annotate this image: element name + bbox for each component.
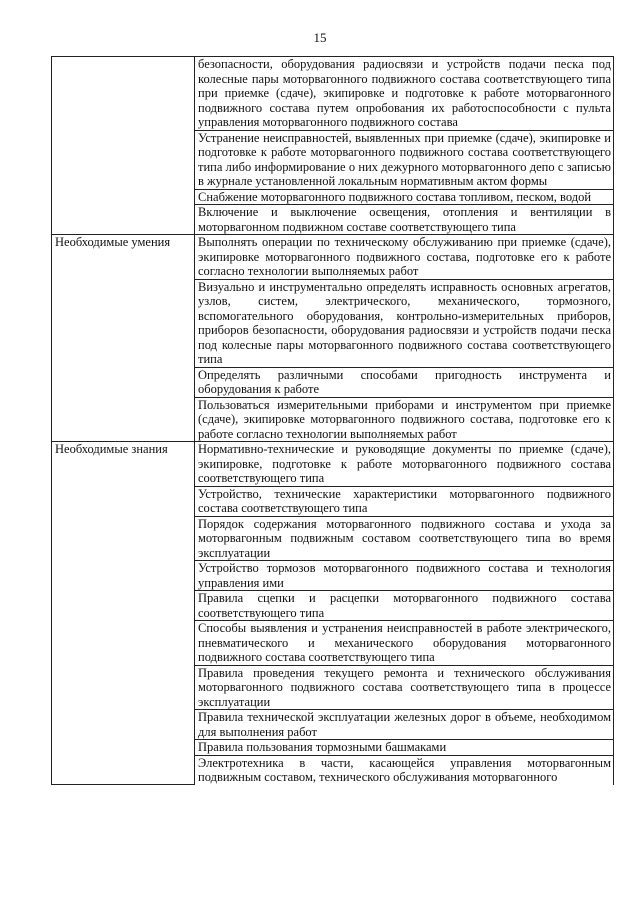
table-cell: безопасности, оборудования радиосвязи и устройств подачи песка под колесные пары моторвагонного подвижного состава соответствующего типа при приемке (сдаче), экипировке и подготовке к работе моторвагонного подвижного состава путем опробования их работоспособности с пульта управления моторвагонного подвижного состава: [195, 57, 614, 131]
table-cell: Устройство тормозов моторвагонного подвижного состава и технология управления ими: [195, 561, 614, 591]
section-label: Необходимые знания: [52, 442, 195, 785]
table-cell: Устранение неисправностей, выявленных при приемке (сдаче), экипировке и подготовке к работе моторвагонного подвижного состава соответствующего типа либо информирование о них дежурного моторвагонного депо с записью в журнале установленной локальным нормативным актом формы: [195, 130, 614, 189]
table-cell: Нормативно-технические и руководящие документы по приемке (сдаче), экипировке, подготовке к работе моторвагонного подвижного состава соответствующего типа: [195, 442, 614, 487]
table-cell: Включение и выключение освещения, отопления и вентиляции в моторвагонном подвижном составе соответствующего типа: [195, 205, 614, 235]
table-row: [52, 235, 614, 280]
table-cell: Правила пользования тормозными башмаками: [195, 740, 614, 756]
table-row: [52, 442, 614, 487]
table-cell: Визуально и инструментально определять исправность основных агрегатов, узлов, систем, электрического, механического, тормозного, вспомогательного оборудования, контрольно-измерительных приборов, приборов безопасности, оборудования радиосвязи и устройств подачи песка под колесные пары моторвагонного подвижного состава соответствующего типа: [195, 279, 614, 367]
table-cell: Определять различными способами пригодность инструмента и оборудования к работе: [195, 367, 614, 397]
table-cell: Устройство, технические характеристики моторвагонного подвижного состава соответствующего типа: [195, 486, 614, 516]
table-cell: Правила технической эксплуатации железных дорог в объеме, необходимом для выполнения работ: [195, 710, 614, 740]
table-cell: Правила проведения текущего ремонта и технического обслуживания моторвагонного подвижного состава соответствующего типа в процессе эксплуатации: [195, 665, 614, 710]
table-cell: Правила сцепки и расцепки моторвагонного подвижного состава соответствующего типа: [195, 591, 614, 621]
table-cell: Способы выявления и устранения неисправностей в работе электрического, пневматического и механического оборудования моторвагонного подвижного состава соответствующего типа: [195, 621, 614, 666]
section-label: Необходимые умения: [52, 235, 195, 442]
table-cell: Электротехника в части, касающейся управления моторвагонным подвижным составом, технического обслуживания моторвагонного: [195, 755, 614, 785]
table-cell: Выполнять операции по техническому обслуживанию при приемке (сдаче), экипировке моторвагонного подвижного состава, подготовке его к работе согласно технологии выполняемых работ: [195, 235, 614, 280]
table-cell: Порядок содержания моторвагонного подвижного состава и ухода за моторвагонным подвижным составом соответствующего типа во время эксплуатации: [195, 516, 614, 561]
section-label: [52, 57, 195, 235]
table-cell: Снабжение моторвагонного подвижного состава топливом, песком, водой: [195, 189, 614, 205]
competency-table: [51, 56, 614, 785]
table-cell: Пользоваться измерительными приборами и инструментом при приемке (сдаче), экипировке моторвагонного подвижного состава, подготовке его к работе согласно технологии выполняемых работ: [195, 397, 614, 442]
table-row: [52, 57, 614, 131]
page-number: 15: [313, 30, 327, 45]
